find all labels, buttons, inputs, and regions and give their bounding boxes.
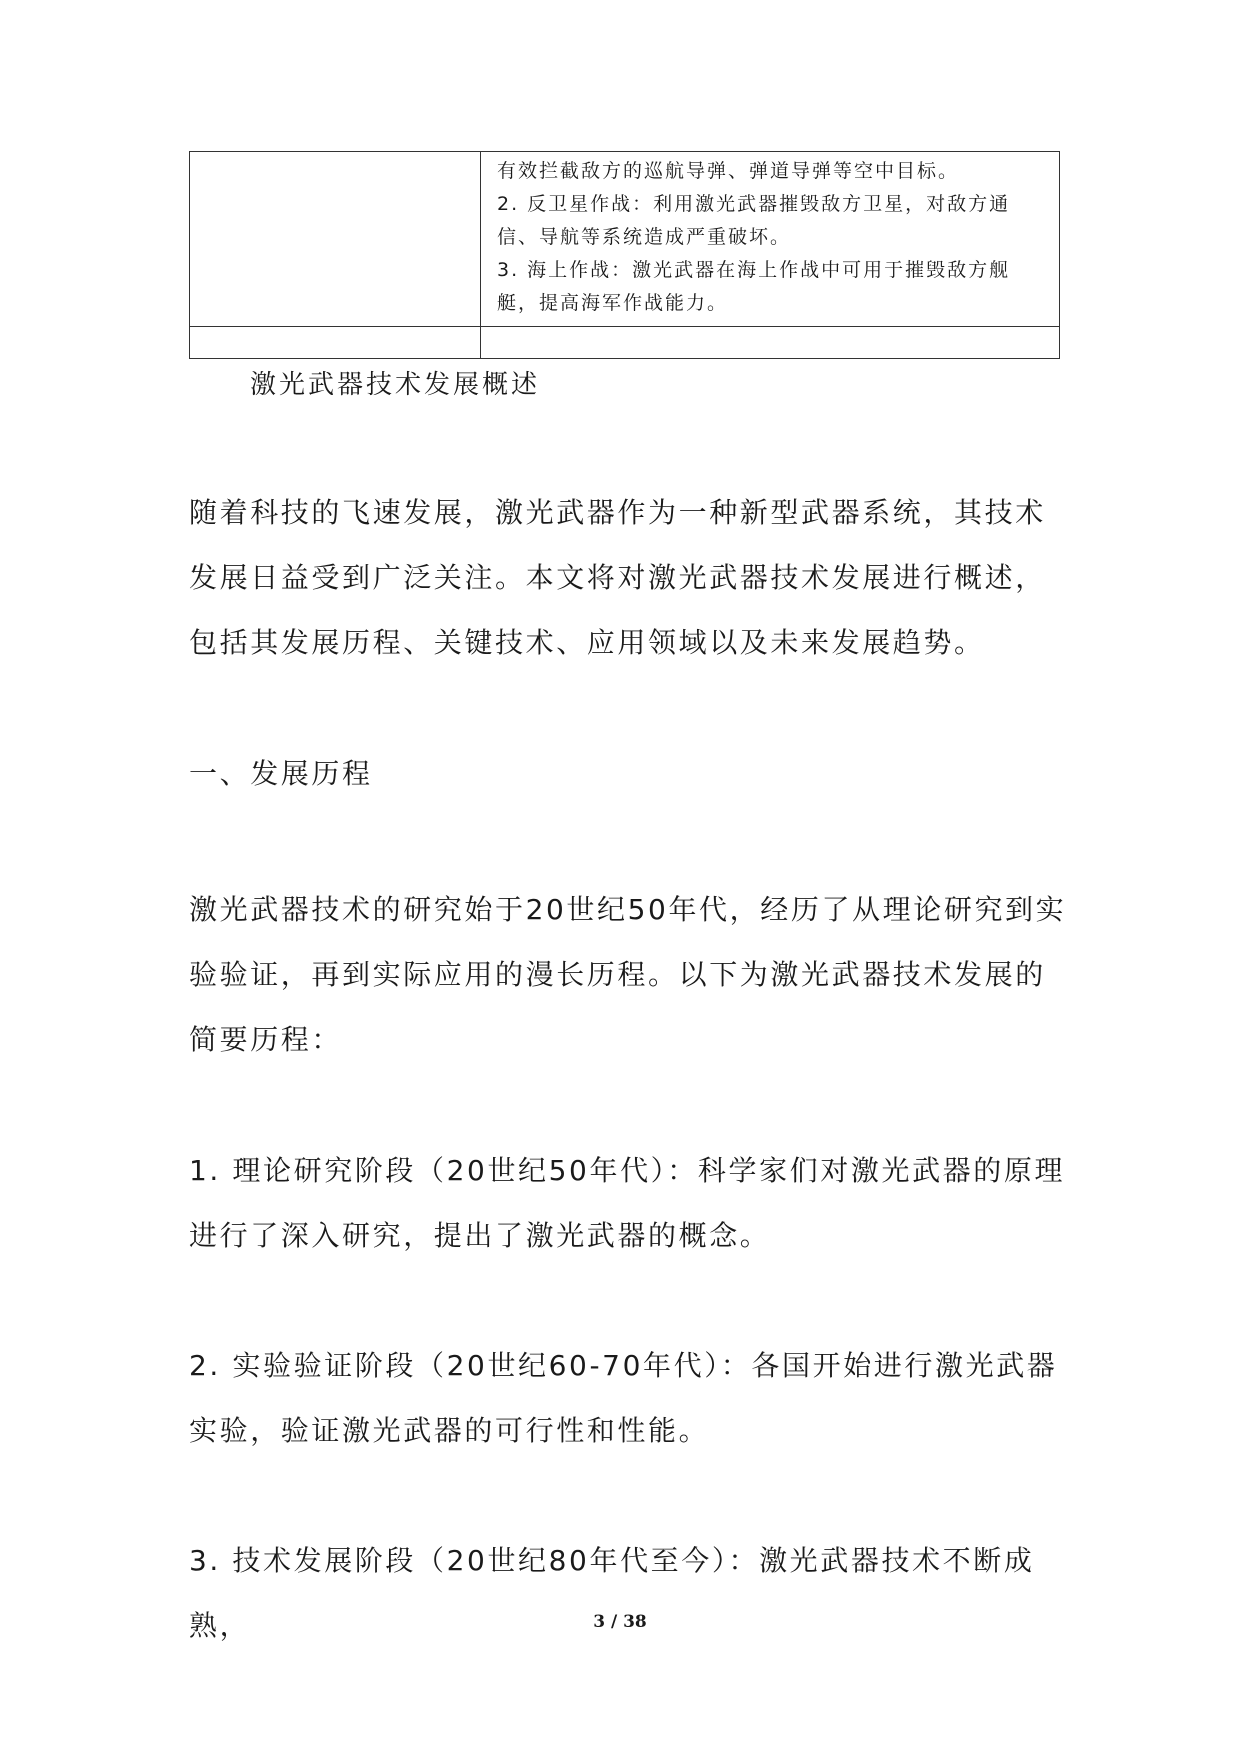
- history-paragraph: 激光武器技术的研究始于20世纪50年代，经历了从理论研究到实验验证，再到实际应用的漫长历程。以下为激光武器技术发展的简要历程：: [189, 893, 1067, 1056]
- table-cell-right: [481, 152, 1060, 327]
- table-cell-left: [190, 152, 481, 327]
- page-number: 3 / 38: [593, 1612, 647, 1632]
- table-cell-line: 3. 海上作战：激光武器在海上作战中可用于摧毁敌方舰艇，提高海军作战能力。: [497, 259, 1011, 314]
- content-table: [189, 151, 1060, 359]
- intro-paragraph: 随着科技的飞速发展，激光武器作为一种新型武器系统，其技术发展日益受到广泛关注。本文将对激光武器技术发展进行概述，包括其发展历程、关键技术、应用领域以及未来发展趋势。: [189, 496, 1046, 659]
- table-cell-line: 2. 反卫星作战：利用激光武器摧毁敌方卫星，对敌方通信、导航等系统造成严重破坏。: [497, 193, 1011, 248]
- subheading-development-history: 一、发展历程: [189, 757, 373, 790]
- table-row: [190, 152, 1060, 327]
- stage-3-paragraph: 3. 技术发展阶段（20世纪80年代至今）：激光武器技术不断成熟，: [189, 1544, 1035, 1642]
- section-title: 激光武器技术发展概述: [250, 370, 541, 400]
- stage-2-paragraph: 2. 实验验证阶段（20世纪60-70年代）：各国开始进行激光武器实验，验证激光武器的可行性和性能。: [189, 1349, 1058, 1447]
- table-cell-right: [481, 327, 1060, 359]
- table-row: [190, 327, 1060, 359]
- table-cell-left: [190, 327, 481, 359]
- table-cell-line: 有效拦截敌方的巡航导弹、弹道导弹等空中目标。: [497, 160, 960, 182]
- stage-1-paragraph: 1. 理论研究阶段（20世纪50年代）：科学家们对激光武器的原理进行了深入研究，提出了激光武器的概念。: [189, 1154, 1066, 1252]
